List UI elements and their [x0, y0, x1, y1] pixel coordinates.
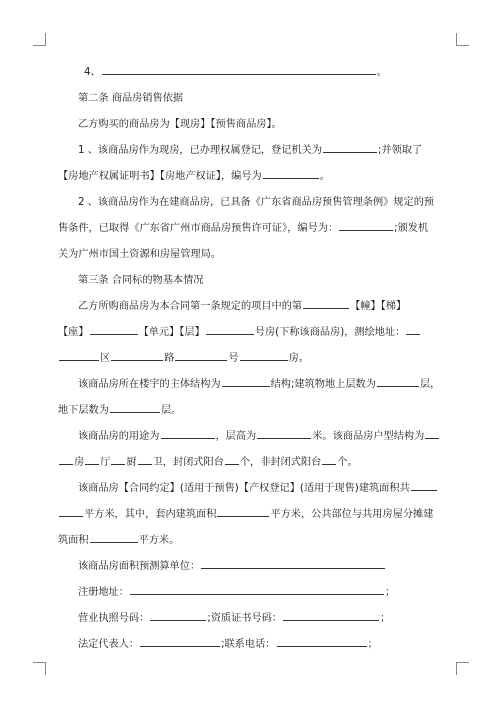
blank-field[interactable]: [110, 401, 160, 413]
item-4-line: 4、 。: [84, 60, 426, 86]
corner-mark-top-left: [33, 33, 46, 46]
blank-field[interactable]: [411, 479, 437, 491]
blank-field[interactable]: [240, 349, 288, 361]
blank-field[interactable]: [59, 453, 73, 465]
corner-mark-bottom-left: [33, 662, 46, 675]
article-3-heading: 第三条 合同标的物基本情况: [78, 275, 204, 286]
blank-field[interactable]: [377, 375, 419, 387]
blank-field[interactable]: [138, 453, 152, 465]
blank-field[interactable]: [406, 323, 420, 335]
phone-field[interactable]: [277, 635, 367, 647]
paragraph-line: 1 、该商品房作为现房，已办理权属登记，登记机关为 ;并领取了: [78, 138, 426, 164]
paragraph-line: 【座】 【单元】【层】 号房(下称该商品房)，测绘地址：: [58, 320, 426, 346]
representative-line: 法定代表人： ;联系电话： ；: [78, 632, 426, 658]
representative-field[interactable]: [140, 635, 220, 647]
paragraph-line: 乙方购买的商品房为【现房】【预售商品房】。: [78, 119, 282, 130]
blank-field[interactable]: [263, 167, 319, 179]
paragraph-line: 该商品房的用途为 ，层高为 米。该商品房户型结构为: [78, 424, 426, 450]
blank-field[interactable]: [225, 453, 239, 465]
paragraph-line: 乙方所购商品房为本合同第一条规定的项目中的第 【幢】【梯】: [78, 294, 426, 320]
paragraph-line: 2 、该商品房作为在建商品房，已具备《广东省商品房预售管理条例》规定的预: [78, 197, 435, 208]
registered-address-field[interactable]: [130, 583, 384, 595]
blank-field[interactable]: [59, 505, 83, 517]
blank-field[interactable]: [175, 349, 227, 361]
paragraph-line: 地下层数为 层。: [58, 398, 426, 424]
license-line: 营业执照号码： ;资质证书号码： ；: [78, 606, 426, 632]
corner-mark-top-right: [456, 33, 469, 46]
blank-field[interactable]: [222, 375, 270, 387]
blank-field[interactable]: [257, 427, 311, 439]
paragraph-line: 售条件，已取得《广东省广州市商品房预售许可证》，编号为： ;颁发机: [58, 216, 426, 242]
document-page: [58, 60, 441, 658]
blank-field[interactable]: [59, 349, 99, 361]
blank-field[interactable]: [206, 323, 254, 335]
paragraph-line: 【房地产权属证明书】【房地产权证】，编号为 。: [58, 164, 426, 190]
paragraph-line: 平方米，其中，套内建筑面积 平方米，公共部位与共用房屋分摊建: [58, 502, 426, 528]
paragraph-line: 该商品房【合同约定】(适用于预售)【产权登记】(适用于现售)建筑面积共: [78, 476, 426, 502]
blank-field[interactable]: [322, 453, 336, 465]
blank-field[interactable]: [217, 505, 269, 517]
certificate-number-field[interactable]: [283, 609, 379, 621]
blank-field[interactable]: [339, 219, 393, 231]
paragraph-line: 筑面积 平方米。: [58, 528, 426, 554]
paragraph-line: 关为广州市国土资源和房屋管理局。: [58, 249, 221, 260]
blank-field[interactable]: [111, 349, 163, 361]
blank-field[interactable]: [90, 531, 138, 543]
blank-field[interactable]: [323, 141, 377, 153]
article-2-heading: 第二条 商品房销售依据: [78, 93, 184, 104]
corner-mark-bottom-right: [456, 662, 469, 675]
paragraph-line: 该商品房面积预测算单位：: [78, 554, 426, 580]
blank-field[interactable]: [303, 297, 349, 309]
blank-field[interactable]: [102, 63, 376, 75]
item-number: 4、: [84, 67, 101, 78]
paragraph-line: 房 厅 厨 卫，封闭式阳台 个，非封闭式阳台 个。: [58, 450, 426, 476]
paragraph-line: 区 路 号 房。: [58, 346, 426, 372]
blank-field[interactable]: [111, 453, 125, 465]
blank-field[interactable]: [85, 453, 99, 465]
blank-field[interactable]: [161, 427, 215, 439]
blank-field[interactable]: [425, 427, 439, 439]
blank-field[interactable]: [201, 557, 385, 569]
blank-field[interactable]: [90, 323, 138, 335]
license-number-field[interactable]: [150, 609, 206, 621]
paragraph-line: 该商品房所在楼宇的主体结构为 结构;建筑物地上层数为 层，: [78, 372, 426, 398]
registered-address-line: 注册地址： ；: [78, 580, 426, 606]
